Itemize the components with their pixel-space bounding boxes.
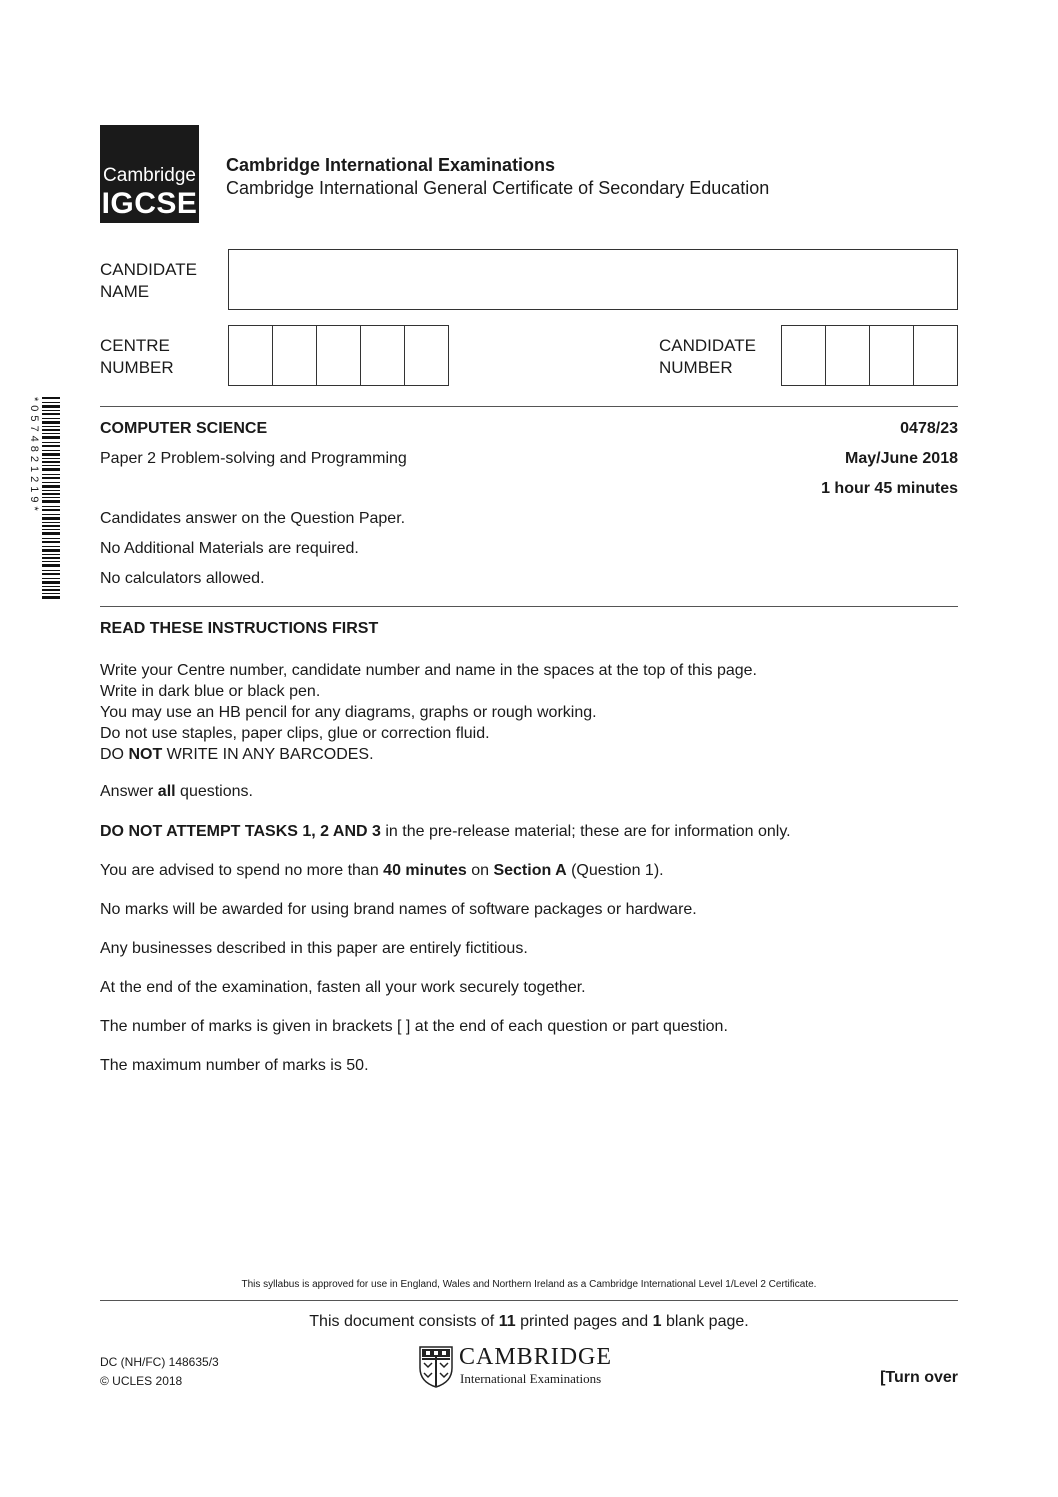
qualification-title: Cambridge International General Certificate of Secondary Education: [226, 178, 770, 198]
answer-all-line: Answer all questions.: [100, 783, 253, 800]
igcse-logo: [100, 125, 199, 223]
candidate-number-boxes[interactable]: [781, 325, 958, 386]
exam-session: May/June 2018: [845, 450, 958, 467]
candidate-number-digit[interactable]: [826, 326, 870, 385]
centre-number-label: CENTRE NUMBER: [100, 336, 174, 377]
exam-board: Cambridge International Examinations: [226, 155, 556, 175]
candidate-number-digit[interactable]: [914, 326, 957, 385]
instruction-line: Write in dark blue or black pen.: [100, 683, 321, 700]
note-calculators: No calculators allowed.: [100, 570, 265, 587]
cambridge-subtitle: International Examinations: [460, 1371, 602, 1386]
instruction-paragraph: The maximum number of marks is 50.: [100, 1057, 369, 1074]
instruction-line: You may use an HB pencil for any diagrams, graphs or rough working.: [100, 704, 597, 721]
centre-number-boxes[interactable]: [228, 325, 449, 386]
turn-over: [Turn over: [880, 1369, 958, 1386]
note-answer-on-paper: Candidates answer on the Question Paper.: [100, 510, 406, 527]
candidate-number-digit[interactable]: [782, 326, 826, 385]
candidate-name-label: CANDIDATE NAME: [100, 260, 197, 301]
instruction-line: Write your Centre number, candidate number and name in the spaces at the top of this page.: [100, 662, 757, 679]
barcode-image: [42, 397, 60, 601]
instructions-heading: READ THESE INSTRUCTIONS FIRST: [100, 620, 379, 637]
instruction-paragraph: No marks will be awarded for using brand names of software packages or hardware.: [100, 901, 697, 918]
syllabus-note: This syllabus is approved for use in England, Wales and Northern Ireland as a Cambridge International Level 1/Level 2 Certificate.: [241, 1279, 817, 1290]
instruction-paragraph: The number of marks is given in brackets [ ] at the end of each question or part question.: [100, 1018, 728, 1035]
tasks-warning: DO NOT ATTEMPT TASKS 1, 2 AND 3 in the pre-release material; these are for information only.: [100, 823, 791, 840]
side-code: *0574821219*: [28, 397, 40, 515]
instruction-paragraph: At the end of the examination, fasten all your work securely together.: [100, 979, 586, 996]
divider: [100, 606, 958, 607]
instructions-block: [100, 660, 757, 765]
logo-line-1: Cambridge: [103, 165, 196, 186]
paper-title: Paper 2 Problem-solving and Programming: [100, 450, 407, 467]
note-materials: No Additional Materials are required.: [100, 540, 359, 557]
candidate-number-digit[interactable]: [870, 326, 914, 385]
instruction-line-barcodes: DO NOT WRITE IN ANY BARCODES.: [100, 746, 374, 763]
logo-line-2: IGCSE: [101, 187, 198, 220]
document-reference: DC (NH/FC) 148635/3: [100, 1355, 219, 1369]
centre-number-digit[interactable]: [405, 326, 448, 385]
cambridge-crest-icon: [419, 1346, 453, 1388]
centre-number-digit[interactable]: [361, 326, 405, 385]
copyright: © UCLES 2018: [100, 1374, 183, 1388]
instruction-paragraph: Any businesses described in this paper are entirely fictitious.: [100, 940, 528, 957]
centre-number-digit[interactable]: [229, 326, 273, 385]
candidate-number-label: CANDIDATE NUMBER: [659, 336, 756, 377]
paper-code: 0478/23: [900, 420, 958, 437]
cambridge-wordmark: CAMBRIDGE: [459, 1344, 613, 1370]
divider: [100, 406, 958, 407]
centre-number-digit[interactable]: [273, 326, 317, 385]
page-count: This document consists of 11 printed pages and 1 blank page.: [309, 1313, 749, 1330]
subject-title: COMPUTER SCIENCE: [100, 420, 268, 437]
centre-number-digit[interactable]: [317, 326, 361, 385]
candidate-name-field[interactable]: [228, 249, 958, 310]
exam-duration: 1 hour 45 minutes: [821, 480, 958, 497]
time-advice: You are advised to spend no more than 40 minutes on Section A (Question 1).: [100, 862, 664, 879]
divider: [100, 1300, 958, 1301]
instruction-line: Do not use staples, paper clips, glue or correction fluid.: [100, 725, 490, 742]
